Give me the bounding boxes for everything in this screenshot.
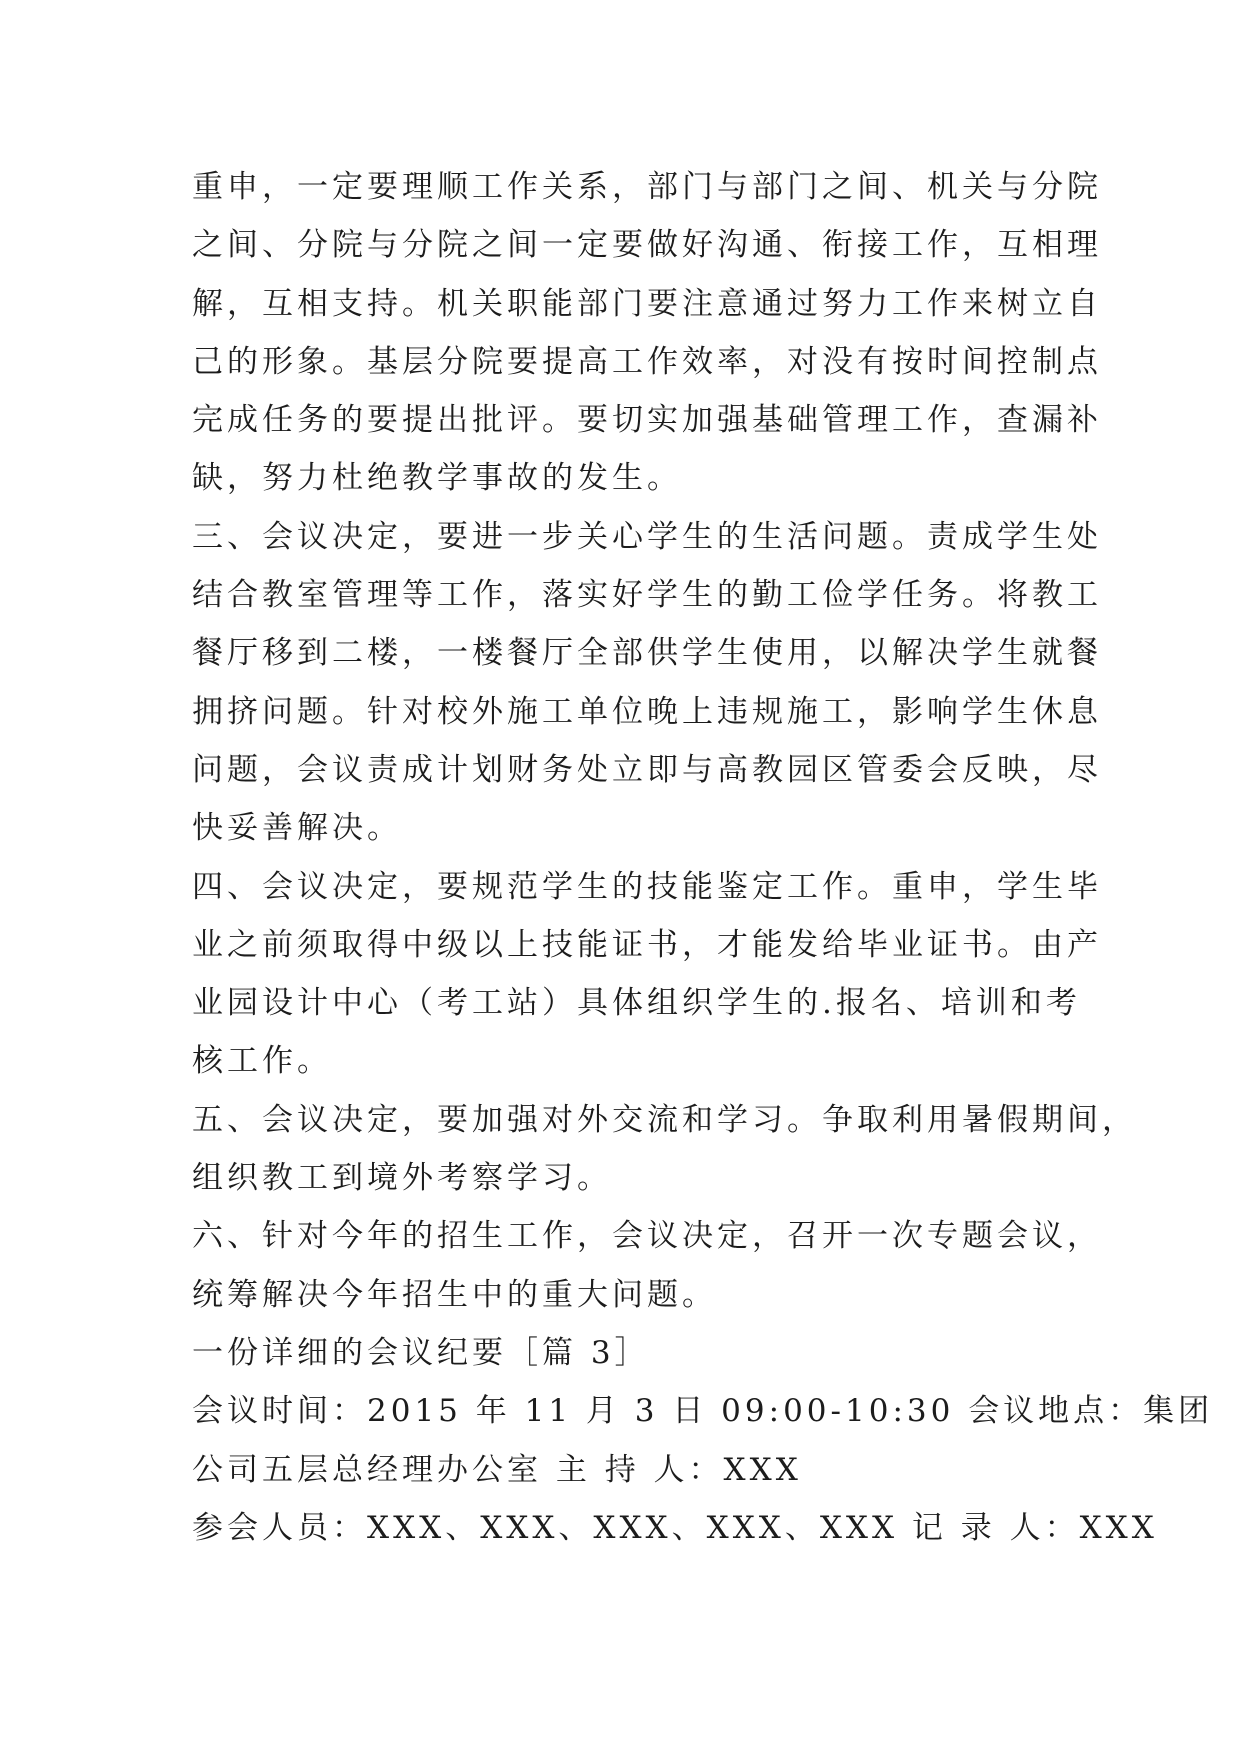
text-line: 核工作。 <box>192 1043 332 1080</box>
text-line: 统筹解决今年招生中的重大问题。 <box>192 1276 717 1313</box>
text-line: 重申，一定要理顺工作关系，部门与部门之间、机关与分院 <box>192 169 1102 205</box>
text-line: 拥挤问题。针对校外施工单位晚上违规施工，影响学生休息 <box>192 693 1102 730</box>
text-line: 业园设计中心（考工站）具体组织学生的.报名、培训和考 <box>192 985 1081 1022</box>
text-line: 三、会议决定，要进一步关心学生的生活问题。责成学生处 <box>192 518 1102 555</box>
text-line: 完成任务的要提出批评。要切实加强基础管理工作，查漏补 <box>192 402 1102 439</box>
section-heading: 一份详细的会议纪要［篇 3］ <box>192 1334 650 1371</box>
document-body <box>192 158 1214 1557</box>
text-line: 问题，会议责成计划财务处立即与高教园区管委会反映，尽 <box>192 751 1102 788</box>
text-line: 缺，努力杜绝教学事故的发生。 <box>192 460 682 497</box>
text-line: 餐厅移到二楼，一楼餐厅全部供学生使用，以解决学生就餐 <box>192 635 1102 672</box>
text-line: 之间、分院与分院之间一定要做好沟通、衔接工作，互相理 <box>192 227 1102 264</box>
text-line: 五、会议决定，要加强对外交流和学习。争取利用暑假期间， <box>192 1101 1137 1138</box>
text-line: 四、会议决定，要规范学生的技能鉴定工作。重申，学生毕 <box>192 868 1102 905</box>
text-line: 业之前须取得中级以上技能证书，才能发给毕业证书。由产 <box>192 926 1102 963</box>
text-line: 结合教室管理等工作，落实好学生的勤工俭学任务。将教工 <box>192 577 1102 614</box>
text-line: 快妥善解决。 <box>192 810 402 847</box>
text-line: 组织教工到境外考察学习。 <box>192 1160 612 1197</box>
meeting-time-line: 会议时间：2015 年 11 月 3 日 09:00-10:30 会议地点：集团 <box>192 1393 1214 1430</box>
text-line: 己的形象。基层分院要提高工作效率，对没有按时间控制点 <box>192 343 1102 380</box>
text-line: 六、针对今年的招生工作，会议决定，召开一次专题会议， <box>192 1218 1102 1255</box>
meeting-attendees-line: 参会人员：XXX、XXX、XXX、XXX、XXX 记 录 人：XXX <box>192 1509 1158 1546</box>
text-line: 解，互相支持。机关职能部门要注意通过努力工作来树立自 <box>192 285 1102 322</box>
meeting-host-line: 公司五层总经理办公室 主 持 人：XXX <box>192 1451 802 1488</box>
